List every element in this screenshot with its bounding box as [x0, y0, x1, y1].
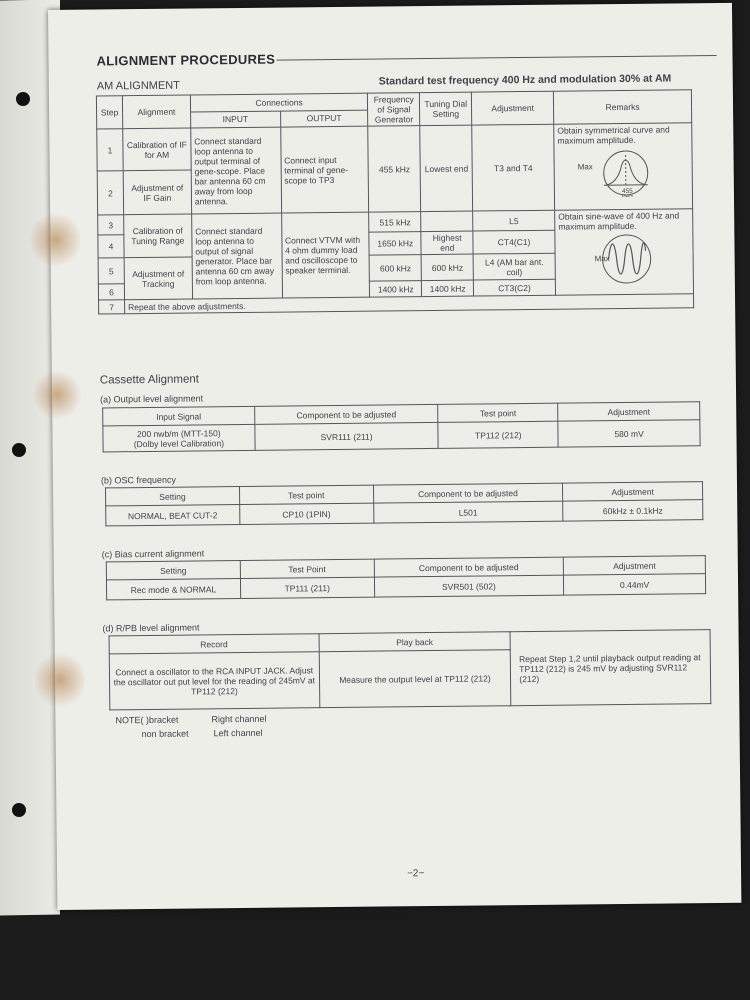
header-cell: Adjustment [558, 402, 700, 421]
osc-frequency-table [105, 481, 703, 526]
note-bracket-value: Right channel [211, 713, 267, 725]
component-cell: L501 [373, 501, 563, 523]
record-cell: Connect a oscillator to the RCA INPUT JACK. Adjust the oscillator out put level for the reading of 245mV at TP112 (212) [109, 652, 319, 710]
freq-cell: 515 kHz [369, 212, 421, 233]
osc-frequency-title: (b) OSC frequency [100, 474, 177, 486]
header-cell: Component to be adjusted [254, 404, 438, 424]
remarks-text: Obtain symmetrical curve and maximum amplitude. [557, 124, 670, 146]
repeat-note-cell: Repeat Step 1,2 until playback output reading at TP112 (212) is 245 mV by adjusting SVR112 (212) [510, 630, 710, 706]
remarks-cell [554, 123, 693, 210]
dial-cell: Highest end [421, 231, 473, 255]
fig-freq-label: 455 [621, 187, 633, 195]
adjust-cell: L4 (AM bar ant. coil) [473, 253, 555, 280]
header-cell: Test point [239, 485, 373, 504]
output-level-table [102, 401, 700, 452]
freq-cell: 1650 kHz [369, 232, 421, 256]
header-cell: Test Point [240, 559, 374, 578]
adjust-cell: T3 and T4 [472, 124, 555, 211]
freq-cell: 600 kHz [369, 255, 421, 282]
header-output: OUTPUT [280, 110, 368, 127]
header-remarks: Remarks [553, 90, 691, 124]
page-number: −2− [407, 868, 425, 880]
component-cell: SVR501 (502) [374, 575, 564, 597]
adjust-cell: CT3(C2) [474, 279, 556, 296]
fig-unit-label: kHz [621, 193, 634, 198]
adjustment-cell: 60kHz ± 0.1kHz [563, 500, 703, 521]
header-cell: Adjustment [563, 482, 703, 501]
output-cell: Connect VTVM with 4 ohm dummy load and oscilloscope to speaker terminal. [281, 212, 370, 298]
step-cell: 4 [98, 235, 124, 258]
note-nonbracket-value: Left channel [213, 727, 263, 739]
step-cell: 6 [98, 284, 124, 300]
header-input: INPUT [190, 111, 280, 128]
am-test-note: Standard test frequency 400 Hz and modulation 30% at AM [378, 72, 672, 88]
test-point-cell: TP112 (212) [438, 421, 558, 448]
header-dial: Tuning Dial Setting [420, 92, 472, 126]
input-signal-cell [103, 424, 255, 452]
header-connections: Connections [190, 93, 368, 111]
sine-wave-figure [558, 230, 679, 285]
alignment-cell: Adjustment of IF Gain [123, 170, 191, 215]
header-cell: Component to be adjusted [373, 483, 563, 503]
remarks-cell [555, 209, 694, 295]
alignment-cell: Calibration of Tuning Range [124, 214, 192, 258]
bias-current-table [106, 555, 706, 600]
setting-cell: Rec mode & NORMAL [106, 579, 240, 600]
step-cell: 5 [98, 258, 124, 284]
freq-cell: 1400 kHz [370, 281, 422, 298]
note-nonbracket-label: non bracket [141, 728, 189, 740]
header-cell: Setting [106, 487, 240, 506]
step-cell: 2 [97, 171, 123, 215]
note-bracket-label: NOTE( )bracket [115, 714, 179, 726]
alignment-cell: Calibration of IF for AM [123, 128, 191, 171]
component-cell: SVR111 (211) [255, 422, 439, 450]
output-cell: Connect input terminal of gene-scope to TP3 [280, 126, 369, 213]
rpb-level-table [109, 629, 712, 710]
dial-cell: 600 kHz [421, 254, 473, 281]
setting-cell: NORMAL, BEAT CUT-2 [106, 505, 240, 526]
header-cell: Adjustment [563, 556, 705, 575]
header-cell: Component to be adjusted [374, 557, 564, 577]
header-cell: Setting [106, 561, 240, 580]
input-signal-line: (Dolby level Calibration) [133, 437, 225, 449]
header-cell: Test point [438, 403, 558, 422]
test-point-cell: TP111 (211) [240, 577, 374, 598]
remarks-text: Obtain sine-wave of 400 Hz and maximum amplitude. [558, 210, 680, 232]
header-adjustment: Adjustment [472, 91, 554, 125]
test-point-cell: CP10 (1PIN) [239, 503, 373, 524]
header-cell: Play back [319, 632, 511, 652]
binder-hole [12, 803, 26, 817]
page-title: ALIGNMENT PROCEDURES [96, 51, 276, 69]
cassette-title: Cassette Alignment [99, 373, 200, 387]
header-frequency: Frequency of Signal Generator [368, 93, 420, 127]
step-cell: 7 [99, 300, 125, 314]
adjust-cell: CT4(C1) [473, 230, 555, 254]
binder-hole [12, 443, 26, 457]
header-alignment: Alignment [122, 95, 190, 129]
fig-max-label: Max [594, 254, 610, 264]
header-cell: Record [109, 634, 319, 654]
binder-hole [16, 92, 30, 106]
header-cell: Input Signal [103, 406, 255, 426]
header-step: Step [96, 96, 122, 129]
fig-max-label: Max [577, 162, 593, 172]
adjustment-cell: 580 mV [558, 420, 700, 447]
step7-cell: Repeat the above adjustments. [125, 294, 694, 314]
output-level-title: (a) Output level alignment [100, 393, 204, 405]
step-cell: 1 [97, 129, 123, 171]
input-cell: Connect standard loop antenna to output of signal generator. Place bar antenna 60 cm away from loop antenna. [192, 213, 283, 299]
input-signal-line: 200 nwb/m (MTT-150) [136, 427, 221, 439]
rpb-level-title: (d) R/PB level alignment [102, 622, 200, 634]
adjust-cell: L5 [473, 210, 555, 231]
am-title: AM ALIGNMENT [96, 79, 180, 93]
alignment-cell: Adjustment of Tracking [124, 257, 192, 300]
input-cell: Connect standard loop antenna to output terminal of gene-scope. Place bar antenna 60 cm away from loop antenna. [191, 127, 282, 214]
dial-cell [421, 211, 473, 232]
adjustment-cell: 0.44mV [564, 574, 706, 595]
freq-cell: 455 kHz [368, 126, 421, 213]
dial-cell: 1400 kHz [422, 280, 474, 297]
am-alignment-table [96, 89, 694, 314]
step-cell: 3 [98, 215, 124, 235]
symmetrical-curve-figure [557, 144, 678, 197]
playback-cell: Measure the output level at TP112 (212) [319, 650, 511, 708]
dial-cell: Lowest end [420, 125, 473, 212]
manual-page [48, 3, 741, 910]
bias-current-title: (c) Bias current alignment [101, 548, 205, 560]
